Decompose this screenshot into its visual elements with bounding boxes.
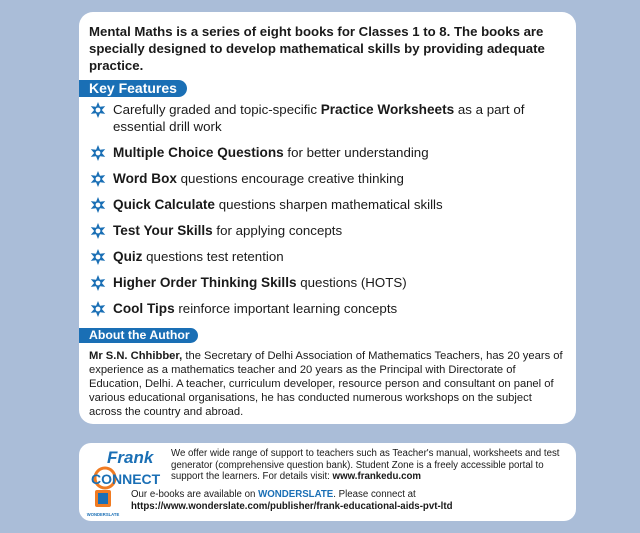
wonderslate-url-link[interactable]: https://www.wonderslate.com/publisher/frank-educational-aids-pvt-ltd (131, 501, 453, 512)
ws-text-post: . Please connect at (333, 489, 416, 500)
frank-support-text (171, 448, 571, 483)
feature-text (113, 144, 429, 161)
feature-text (113, 101, 565, 135)
star-bullet-icon (89, 102, 107, 118)
feature-post: reinforce important learning concepts (174, 301, 398, 316)
ws-text-pre: Our e-books are available on (131, 489, 259, 500)
feature-item (89, 101, 565, 135)
feature-text (113, 170, 404, 187)
feature-item (89, 196, 565, 213)
ws-brand-name: WONDERSLATE (258, 489, 334, 500)
feature-text (113, 274, 407, 291)
wonderslate-logo (86, 487, 120, 519)
frank-logo-bottom: CONNECT (91, 471, 161, 487)
feature-post: questions sharpen mathematical skills (215, 197, 443, 212)
feature-post: for better understanding (283, 145, 429, 160)
star-bullet-icon (89, 249, 107, 265)
star-bullet-icon (89, 145, 107, 161)
feature-bold: Higher Order Thinking Skills (113, 275, 297, 290)
feature-bold: Practice Worksheets (320, 102, 455, 117)
wonderslate-text (131, 489, 571, 513)
wonderslate-logo-label: WONDERSLATE (86, 512, 120, 517)
star-bullet-icon (89, 171, 107, 187)
feature-post: as a part of essential drill work (113, 102, 525, 134)
book-description-card (79, 12, 576, 424)
feature-bold: Cool Tips (113, 301, 175, 316)
about-author-heading: About the Author (79, 328, 198, 343)
feature-post: questions (HOTS) (296, 275, 407, 290)
feature-item (89, 274, 565, 291)
frank-url-link[interactable]: www.frankedu.com (332, 471, 421, 482)
feature-post: questions encourage creative thinking (176, 171, 404, 186)
frank-logo-top: Frank (107, 448, 154, 467)
intro-text: Mental Maths is a series of eight books for Classes 1 to 8. The books are specially designed to develop mathematical skills by providing adequate practice. (89, 24, 545, 73)
frank-connect-logo (87, 447, 167, 491)
feature-bold: Multiple Choice Questions (113, 145, 284, 160)
feature-post: questions test retention (142, 249, 284, 264)
feature-bold: Quick Calculate (113, 197, 215, 212)
author-name: Mr S.N. Chhibber, (89, 350, 183, 362)
star-bullet-icon (89, 197, 107, 213)
star-bullet-icon (89, 301, 107, 317)
star-bullet-icon (89, 223, 107, 239)
author-bio: the Secretary of Delhi Association of Mathematics Teachers, has 20 years of experience as a mathematics teacher and 20 years as the Principal with Directorate of Education, Delhi. A teacher, curriculum developer, resource person and consultant on panel of various educational organisations, he has conducted numerous workshops on the subject across the country and abroad. (89, 350, 563, 418)
features-list (89, 101, 565, 317)
feature-item (89, 222, 565, 239)
feature-item (89, 170, 565, 187)
feature-text (113, 248, 284, 265)
star-bullet-icon (89, 275, 107, 291)
feature-bold: Quiz (113, 249, 143, 264)
feature-pre: Carefully graded and topic-specific (113, 102, 321, 117)
about-author-text (89, 349, 565, 419)
feature-item (89, 144, 565, 161)
feature-text (113, 300, 397, 317)
feature-post: for applying concepts (212, 223, 343, 238)
feature-text (113, 196, 443, 213)
footer-card (79, 443, 576, 521)
key-features-heading: Key Features (79, 80, 187, 97)
feature-bold: Word Box (113, 171, 177, 186)
feature-item (89, 248, 565, 265)
frank-support-desc: We offer wide range of support to teachers such as Teacher's manual, worksheets and test generator (comprehensive question bank). Student Zone is a freely accessible portal to support the learners. For details visit: (171, 448, 560, 482)
feature-item (89, 300, 565, 317)
feature-text (113, 222, 342, 239)
feature-bold: Test Your Skills (113, 223, 213, 238)
